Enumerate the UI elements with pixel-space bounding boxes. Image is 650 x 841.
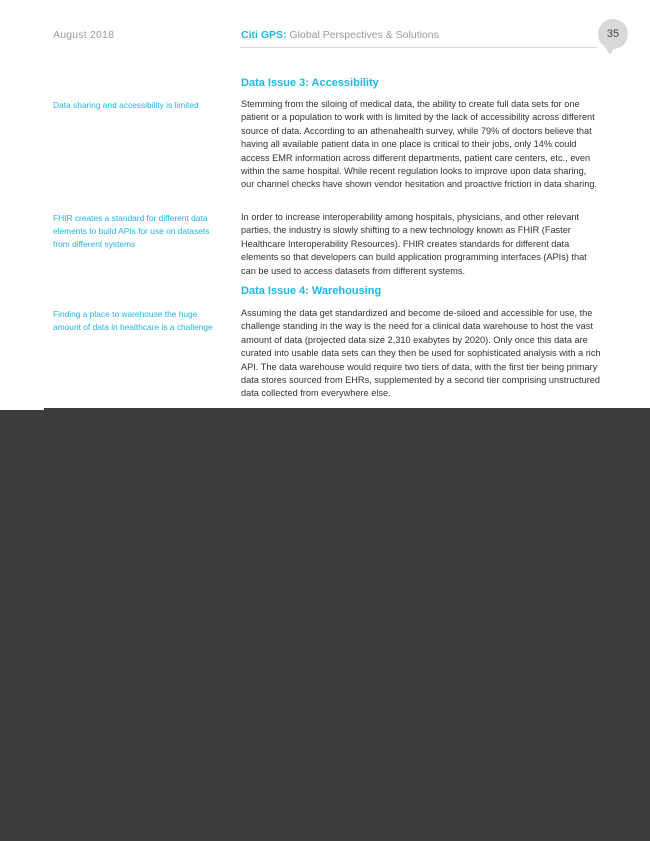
sidenote-accessibility: Data sharing and accessibility is limited [53, 100, 199, 110]
header-title [241, 29, 439, 41]
section-heading-accessibility: Data Issue 3: Accessibility [241, 77, 379, 89]
page-number-badge: 35 [598, 19, 628, 49]
paragraph-fhir: In order to increase interoperability among hospitals, physicians, and other relevant parties, the industry is slowly shifting to a new technology known as FHIR (Faster Healthcare Interoperability Resources). FHIR creates standards for different data elements so that developers can build application programming interfaces (APIs) that can be used to access datasets from different systems. [241, 212, 587, 276]
paragraph-accessibility: Stemming from the siloing of medical data, the ability to create full data sets for one patient or a population to work with is limited by the lack of accessibility across different source of data. According to an athenahealth survey, while 79% of doctors believe that having all available patient data in one place is critical to their jobs, only 14% could access EMR information across different departments, patient care centers, etc., even within the same hospital. While recent regulation looks to improve upon data sharing, our channel checks have shown vendor hesitation and proactive friction in data sharing. [241, 99, 597, 190]
page-edge-strip [0, 408, 44, 410]
paragraph-warehousing: Assuming the data get standardized and become de-siloed and accessible for use, the challenge standing in the way is the need for a clinical data warehouse to host the vast amount of data (projected data size 2,310 exabytes by 2020). Only once this data are curated into usable data sets can they then be used for sophisticated analysis with a rich API. The data warehouse would require two tiers of data, with the first tier being primary data stores sourced from EHRs, supplemented by a second tier comprising unstructured data collected from everywhere else. [241, 308, 601, 399]
section-heading-warehousing: Data Issue 4: Warehousing [241, 285, 382, 297]
document-page [0, 0, 650, 408]
header-subtitle: Global Perspectives & Solutions [286, 29, 439, 41]
sidenote-fhir: FHIR creates a standard for different data elements to build APIs for use on datasets from different systems [53, 213, 210, 249]
header-brand: Citi GPS: [241, 29, 287, 41]
header-divider [240, 47, 597, 48]
sidenote-warehousing: Finding a place to warehouse the huge amount of data in healthcare is a challenge [53, 309, 213, 332]
header-date: August 2018 [53, 29, 115, 41]
